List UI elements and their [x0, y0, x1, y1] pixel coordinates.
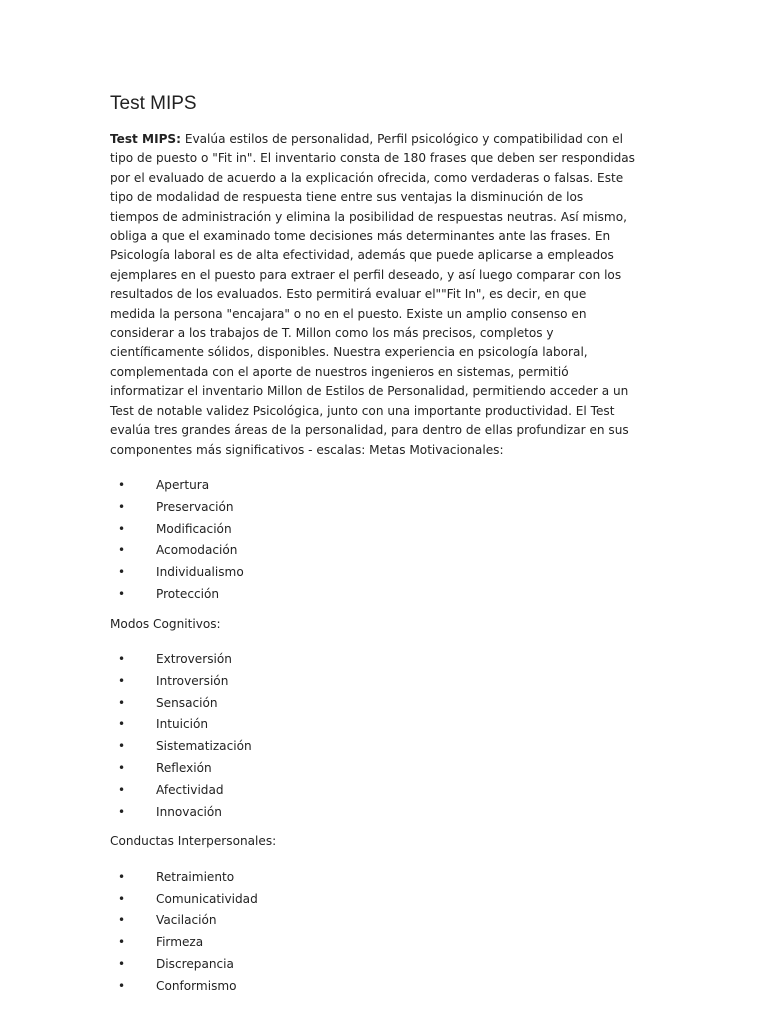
- intro-bold-label: Test MIPS:: [110, 132, 181, 146]
- list-item: [110, 932, 635, 954]
- list-item: [110, 910, 635, 932]
- bullet-icon: •: [118, 652, 126, 667]
- section-label-modos-cognitivos: Modos Cognitivos:: [110, 616, 221, 631]
- list-item-label: Sensación: [156, 695, 218, 710]
- list-item-label: Extroversión: [156, 652, 232, 667]
- list-item-label: Modificación: [156, 521, 232, 536]
- list-item-label: Preservación: [156, 499, 234, 514]
- bullet-icon: •: [118, 477, 126, 492]
- bullet-icon: •: [118, 673, 126, 688]
- list-item: [110, 758, 635, 780]
- bullet-icon: •: [118, 891, 126, 906]
- list-item: [110, 584, 635, 606]
- list-conductas-interpersonales: [110, 867, 635, 998]
- list-item: [110, 714, 635, 736]
- list-item-label: Comunicatividad: [156, 891, 258, 906]
- intro-text: Evalúa estilos de personalidad, Perfil psicológico y compatibilidad con el tipo de puesto o "Fit in". El inventario consta de 180 frases que deben ser respondidas por el evaluado de acuerdo a la explicación ofrecida, como verdaderas o falsas. Este tipo de modalidad de respuesta tiene entre sus ventajas la disminución de los tiempos de administración y elimina la posibilidad de respuestas neutras. Así mismo, obliga a que el examinado tome decisiones más determinantes ante las frases. En Psicología laboral es de alta efectividad, además que puede aplicarse a empleados ejemplares en el puesto para extraer el perfil deseado, y así luego comparar con los resultados de los evaluados. Esto permitirá evaluar el""Fit In", es decir, en que medida la persona "encajara" o no en el puesto. Existe un amplio consenso en considerar a los trabajos de T. Millon como los más precisos, completos y científicamente sólidos, disponibles. Nuestra experiencia en psicología laboral, complementada con el aporte de nuestros ingenieros en sistemas, permitió informatizar el inventario Millon de Estilos de Personalidad, permitiendo acceder a un Test de notable validez Psicológica, junto con una importante productividad. El Test evalúa tres grandes áreas de la personalidad, para dentro de ellas profundizar en sus componentes más significativos - escalas: Metas Motivacionales:: [110, 132, 635, 457]
- list-item: [110, 780, 635, 802]
- list-item: [110, 736, 635, 758]
- list-item: [110, 867, 635, 889]
- list-item-label: Conformismo: [156, 978, 237, 993]
- list-item: [110, 954, 635, 976]
- list-item-label: Innovación: [156, 804, 222, 819]
- list-item-label: Vacilación: [156, 913, 217, 928]
- bullet-icon: •: [118, 913, 126, 928]
- bullet-icon: •: [118, 761, 126, 776]
- list-item: [110, 671, 635, 693]
- list-item: [110, 497, 635, 519]
- list-item: [110, 519, 635, 541]
- list-item-label: Reflexión: [156, 761, 212, 776]
- list-item-label: Retraimiento: [156, 869, 235, 884]
- bullet-icon: •: [118, 717, 126, 732]
- bullet-icon: •: [118, 586, 126, 601]
- bullet-icon: •: [118, 935, 126, 950]
- bullet-icon: •: [118, 565, 126, 580]
- list-item: [110, 649, 635, 671]
- list-item-label: Afectividad: [156, 782, 224, 797]
- bullet-icon: •: [118, 957, 126, 972]
- list-item: [110, 802, 635, 824]
- bullet-icon: •: [118, 521, 126, 536]
- list-item-label: Introversión: [156, 673, 229, 688]
- document-page: [110, 92, 635, 998]
- list-item-label: Protección: [156, 586, 220, 601]
- list-item: [110, 475, 635, 497]
- bullet-icon: •: [118, 869, 126, 884]
- bullet-icon: •: [118, 978, 126, 993]
- list-item-label: Sistematización: [156, 739, 252, 754]
- list-modos-cognitivos: [110, 649, 635, 823]
- bullet-icon: •: [118, 782, 126, 797]
- list-item: [110, 693, 635, 715]
- list-item-label: Apertura: [156, 477, 210, 492]
- bullet-icon: •: [118, 804, 126, 819]
- intro-paragraph: [110, 130, 635, 460]
- list-metas-motivacionales: [110, 475, 635, 606]
- list-item-label: Individualismo: [156, 565, 244, 580]
- section-label-conductas-interpersonales: Conductas Interpersonales:: [110, 834, 277, 849]
- bullet-icon: •: [118, 739, 126, 754]
- list-item: [110, 562, 635, 584]
- bullet-icon: •: [118, 695, 126, 710]
- list-item: [110, 889, 635, 911]
- list-item: [110, 540, 635, 562]
- list-item-label: Discrepancia: [156, 957, 234, 972]
- list-item-label: Firmeza: [156, 935, 204, 950]
- bullet-icon: •: [118, 499, 126, 514]
- list-item: [110, 976, 635, 998]
- list-item-label: Intuición: [156, 717, 209, 732]
- list-item-label: Acomodación: [156, 543, 238, 558]
- bullet-icon: •: [118, 543, 126, 558]
- document-title: Test MIPS: [110, 93, 197, 114]
